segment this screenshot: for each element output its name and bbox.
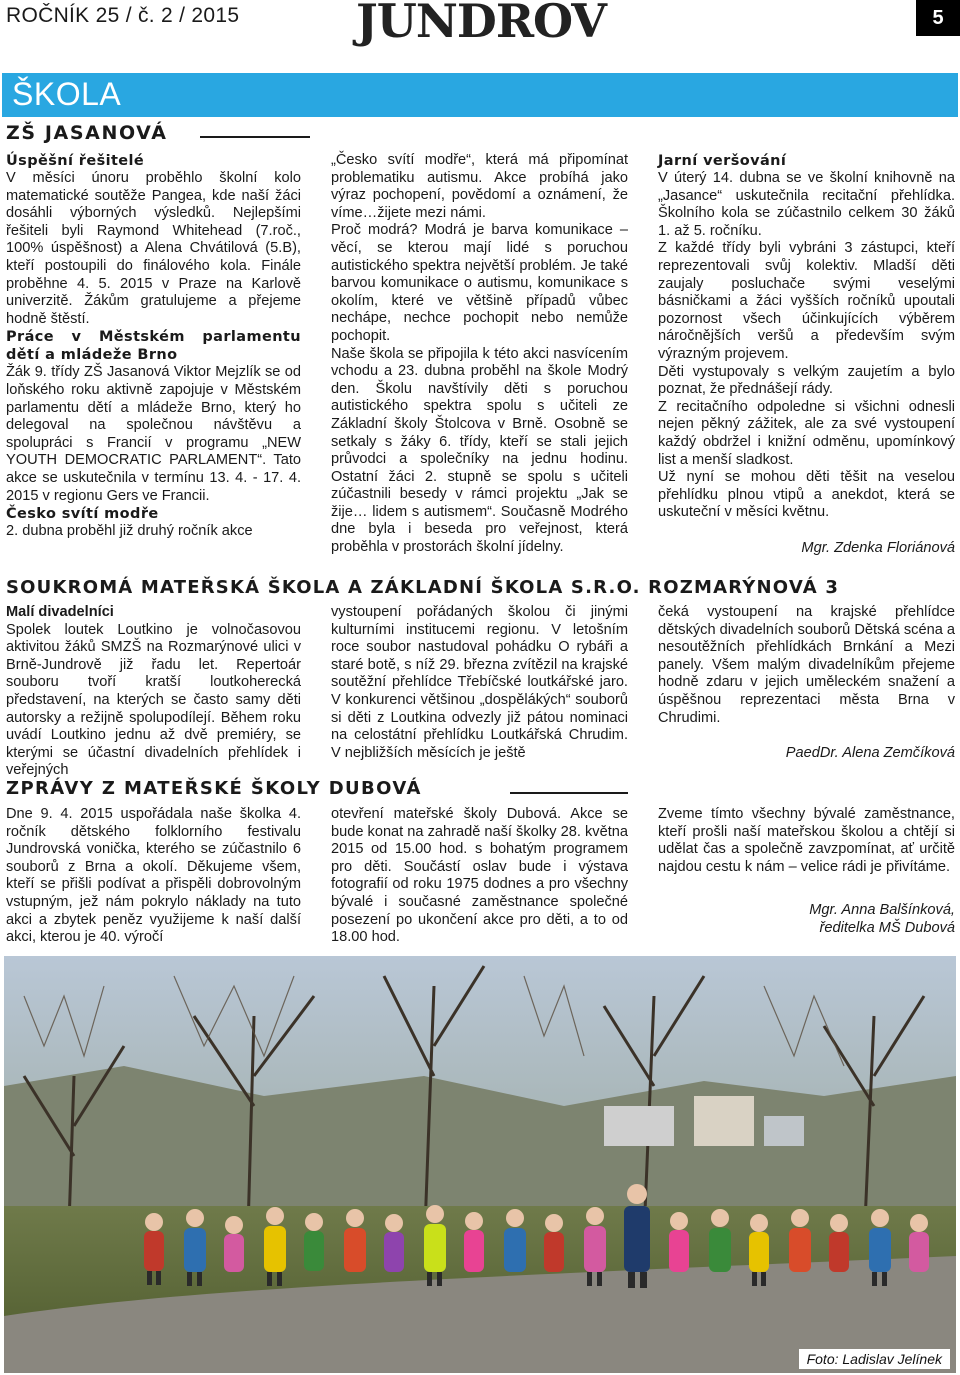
rozmarynova-column-2	[331, 604, 628, 762]
jasanova-column-2	[331, 152, 628, 557]
heading-uspesni-resitele: Úspěšní řešitelé	[6, 153, 145, 169]
photo-credit: Foto: Ladislav Jelínek	[799, 1349, 950, 1369]
rozmarynova-column-3	[658, 604, 955, 763]
dubova-heading: ZPRÁVY Z MATEŘSKÉ ŠKOLY DUBOVÁ	[6, 778, 422, 799]
paragraph: Žák 9. třídy ZŠ Jasanová Viktor Mejzlík se od loňského roku aktivně zapojuje v Městském parlamentu dětí a mládeže Brno, který ho delegoval na společnou návštěvu a spolupráci s Francií v programu „NEW YOUTH DEMOCRATIC PARLAMENT“. Tato akce se uskutečnila v termínu 13. 4. - 17. 4. 2015 v regionu Gers ve Francii.	[6, 364, 301, 504]
dubova-column-3	[658, 806, 955, 938]
signature-name: Mgr. Anna Balšínková,	[809, 902, 955, 919]
page-number: 5	[932, 7, 944, 29]
paragraph: V měsíci únoru proběhlo školní kolo matematické soutěže Pangea, kde naší žáci dosáhli výborných výsledků. Nejlepšími řešiteli byli Raymond Whitehead (7.roč., 100% úspěšnost) a Alena Chvátilová (5.B), kteří postoupili do finálového kola. Finále proběhne 4. 5. 2015 v Praze na Karlově univerzitě. Žákům gratulujeme a přejeme hodně štěstí.	[6, 170, 301, 327]
jasanova-column-3	[658, 152, 955, 557]
dubova-column-1	[6, 806, 301, 947]
heading-jarni-versovani: Jarní veršování	[658, 153, 787, 169]
issue-label: ROČNÍK 25 / č. 2 / 2015	[6, 4, 240, 27]
paragraph: vystoupení pořádaných školou či jinými kulturními institucemi regionu. V letošním roce soubor nastudoval pohádku O rybáři a staré botě, s níž 29. března zvítězil na krajské soutěžní přehlídce Třebíčské loutkářské jaro. V konkurenci většinou „dospělákých“ souborů si děti z Loutkina odvezly již pátou nominaci na celostátní přehlídku Loutkářská Chrudim. V nejbližších měsících je ještě	[331, 604, 628, 761]
jasanova-column-1	[6, 152, 301, 541]
heading-mali-divadelnici: Malí divadelníci	[6, 604, 114, 620]
jasanova-heading: ZŠ JASANOVÁ	[6, 122, 168, 144]
paragraph: Naše škola se připojila k této akci nasvícením vchodu a 23. dubna proběhl na škole Modrý den. Školu navštívily děti s poruchou autistického spektra spolu s učiteli ze Základní školy Štolcova v Brně. Osobně se setkaly s žáky 6. třídy, kteří se stali jejich průvodci a společníky na jednu hodinu. Ostatní žáci 2. stupně se spolu s učiteli zúčastnili besedy v rámci projektu „Jak se žije… lidem s autismem“. Současně Modrého dne byla i beseda pro veřejnost, která proběhla v prostorách školní jídelny.	[331, 345, 628, 556]
rozmarynova-heading: SOUKROMÁ MATEŘSKÁ ŠKOLA A ZÁKLADNÍ ŠKOLA S.R.O. ROZMARÝNOVÁ 3	[6, 577, 840, 598]
heading-cesko-sviti-modre: Česko svítí modře	[6, 506, 159, 523]
paragraph: Z recitačního odpoledne si všichni odnesli nejen pěkný zážitek, ale za své vystoupení každý obdržel i knižní odměnu, upomínkový list a menší sladkost.	[658, 398, 955, 468]
photo-illustration	[4, 956, 956, 1373]
paragraph: čeká vystoupení na krajské přehlídce dětských divadelních souborů Dětská scéna a nesoutěžních přehlídkách Brnkání a Mezi panely. Všem malým divadelníkům přejeme hodně zdaru v jejich uměleckém snažení a úspěšnou reprezentaci města Brna v Chrudimi.	[658, 604, 955, 726]
heading-mestsky-parlament: Práce v Městském parlamentu dětí a mládeže Brno	[6, 329, 301, 364]
dubova-column-2	[331, 806, 628, 947]
page-number-badge	[916, 0, 960, 36]
paragraph: Už nyní se mohou děti těšit na veselou přehlídku plnou vtipů a anekdot, která se uskuteční v měsíci květnu.	[658, 469, 955, 521]
rozmarynova-column-1	[6, 604, 301, 780]
masthead: JUNDROV	[356, 0, 606, 48]
group-photo	[4, 956, 956, 1373]
paragraph: Z každé třídy byli vybráni 3 zástupci, kteří reprezentovali svůj kolektiv. Mladší děti zaujaly posluchače svými veselými básničkami a žáci vyšších ročníků upoutali pozornost všech účinkujících výběrem náročnějších veršů a především svým výrazným projevem.	[658, 240, 955, 362]
paragraph: Proč modrá? Modrá je barva komunikace – věcí, se kterou mají lidé s poruchou autistického spektra největší problém. Je také barvou komunikace o autismu, komunikace s okolím, které ve většině případů vůbec nechápe, nechce pochopit nebo nemůže pochopit.	[331, 222, 628, 344]
signature: Mgr. Zdenka Floriánová	[801, 539, 955, 556]
paragraph: 2. dubna proběhl již druhý ročník akce	[6, 523, 253, 540]
jasanova-heading-rule	[200, 136, 310, 138]
paragraph: V úterý 14. dubna se ve školní knihovně na „Jasance“ uskutečnila recitační přehlídka. Školního kola se zúčastnilo celkem 30 žáků 1. až 5. ročníku.	[658, 170, 955, 239]
dubova-heading-rule	[510, 792, 628, 794]
section-label: ŠKOLA	[12, 76, 122, 112]
paragraph: Děti vystupovaly s velkým zaujetím a bylo poznat, že přednášejí rády.	[658, 363, 955, 398]
paragraph: Zveme tímto všechny bývalé zaměstnance, kteří prošli naší mateřskou školou a chtějí si udělat čas a společně zavzpomínat, ať určitě najdou cestu k nám – velice rádi je přivítáme.	[658, 806, 955, 875]
paragraph: Dne 9. 4. 2015 uspořádala naše školka 4. ročník dětského folklorního festivalu Jundrovská vonička, kterého se zúčastnilo 6 souborů z Brna a okolí. Děkujeme všem, kteří se přišli podívat a přispěli dobrovolným vstupným, jež nám pokrylo náklady na tuto akci a zbytek peněz využijeme k naší další akci, kterou je 40. výročí	[6, 806, 301, 946]
signature-role: ředitelka MŠ Dubová	[819, 919, 955, 936]
signature: PaedDr. Alena Zemčíková	[785, 745, 955, 762]
section-banner	[2, 73, 958, 117]
paragraph: otevření mateřské školy Dubová. Akce se bude konat na zahradě naší školky 28. května 2015 od 15.00 hod. s bohatým programem pro děti. Součástí oslav bude i výstava fotografií od roku 1975 dodnes a pro všechny bývalé i současné zaměstnance společné posezení po ukončení akce pro děti, a to od 18.00 hod.	[331, 806, 628, 946]
paragraph: „Česko svítí modře“, která má připomínat problematiku autismu. Akce probíhá jako výraz pochopení, povědomí a oznámení, že víme…žijete mezi námi.	[331, 152, 628, 221]
paragraph: Spolek loutek Loutkino je volnočasovou aktivitou žáků SMZŠ na Rozmarýnové ulici v Brně-Jundrově již řadu let. Repertoár souboru tvoří kratší loutkoherecká představení, na kterých se často samy děti autorsky a režijně spolupodílejí. Během roku uvádí Loutkino jednu až dvě premiéry, se kterými se účastní divadelních přehlídek i veřejných	[6, 621, 301, 779]
